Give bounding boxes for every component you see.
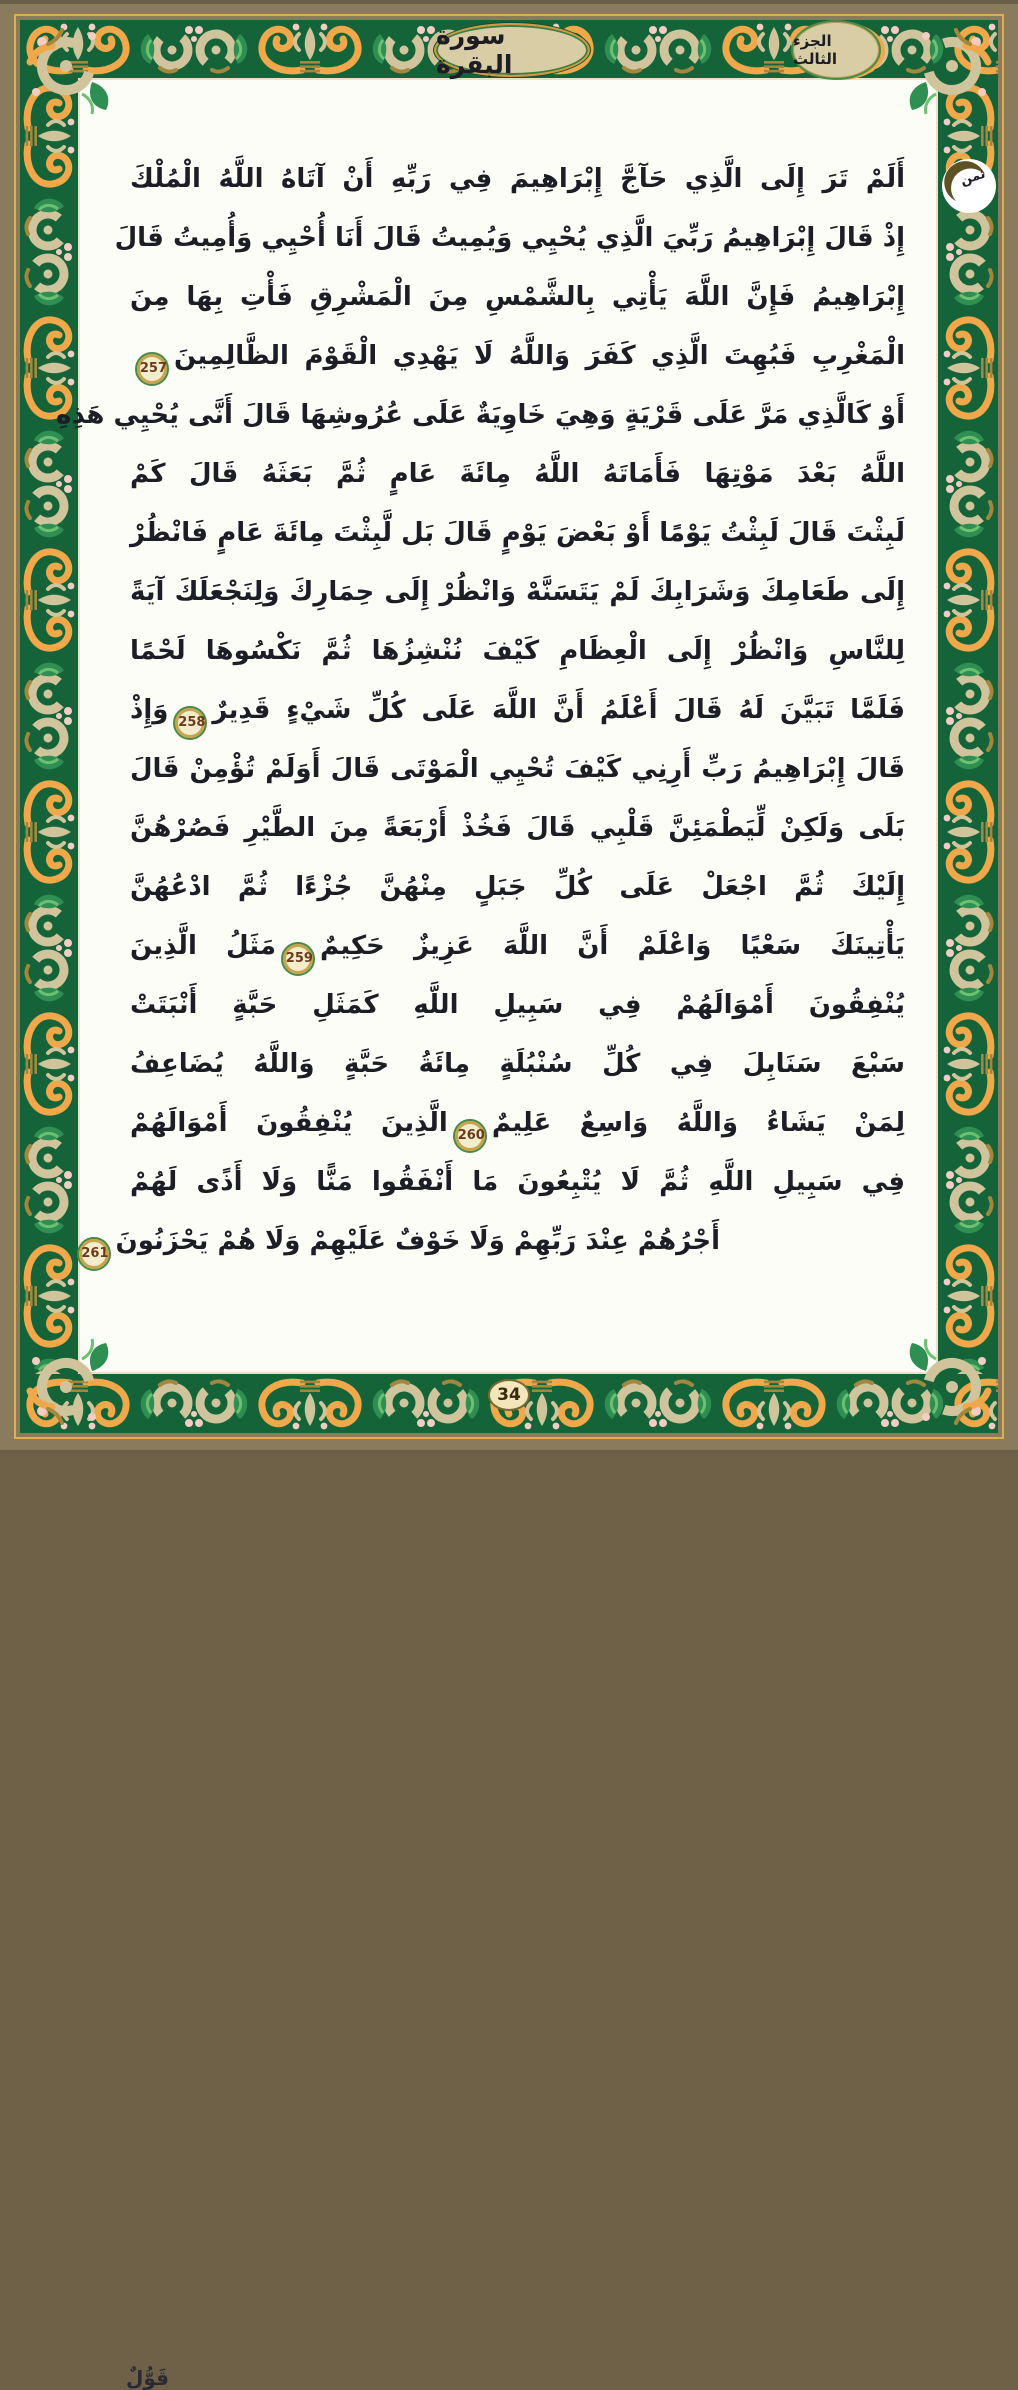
hizb-eighth-medallion <box>941 158 997 214</box>
ayah-text: لَبِثْتَ قَالَ لَبِثْتُ يَوْمًا أَوْ بَعْضَ يَوْمٍ قَالَ بَل لَّبِثْتَ مِائَةَ عَامٍ فَانْظُرْ <box>130 518 905 548</box>
quran-line-12 <box>130 799 905 858</box>
quran-line-17 <box>130 1094 905 1153</box>
quran-line-1 <box>130 150 905 209</box>
ayah-text: إِلَى طَعَامِكَ وَشَرَابِكَ لَمْ يَتَسَنَّهْ وَانْظُرْ إِلَى حِمَارِكَ وَلِنَجْعَلَكَ آيَةً <box>130 577 905 607</box>
ayah-text: اللَّهُ بَعْدَ مَوْتِهَا فَأَمَاتَهُ اللَّهُ مِائَةَ عَامٍ ثُمَّ بَعَثَهُ قَالَ كَمْ <box>130 459 905 489</box>
quran-line-5 <box>56 386 905 445</box>
quran-line-16 <box>130 1035 905 1094</box>
quran-line-7 <box>130 504 905 563</box>
ayah-text: لِلنَّاسِ وَانْظُرْ إِلَى الْعِظَامِ كَيْفَ نُنْشِزُهَا ثُمَّ نَكْسُوهَا لَحْمًا <box>130 636 905 666</box>
ayah-text: إِبْرَاهِيمُ فَإِنَّ اللَّهَ يَأْتِي بِالشَّمْسِ مِنَ الْمَشْرِقِ فَأْتِ بِهَا مِنَ <box>130 282 905 312</box>
ayah-text: أَجْرُهُمْ عِنْدَ رَبِّهِمْ وَلَا خَوْفٌ عَلَيْهِمْ وَلَا هُمْ يَحْزَنُونَ <box>115 1226 720 1256</box>
ayah-number-badge: 257 <box>135 352 169 386</box>
ayah-text: فَلَمَّا تَبَيَّنَ لَهُ قَالَ أَعْلَمُ أَنَّ اللَّهَ عَلَى كُلِّ شَيْءٍ قَدِيرٌ <box>212 695 905 725</box>
quran-line-6 <box>130 445 905 504</box>
ayah-text: لِمَنْ يَشَاءُ وَاللَّهُ وَاسِعٌ عَلِيمٌ <box>491 1108 905 1138</box>
quran-line-2 <box>114 209 905 268</box>
ayah-text: قَالَ إِبْرَاهِيمُ رَبِّ أَرِنِي كَيْفَ تُحْيِي الْمَوْتَى قَالَ أَوَلَمْ تُؤْمِنْ قَالَ <box>130 754 905 784</box>
ayah-text: الَّذِينَ يُنْفِقُونَ أَمْوَالَهُمْ <box>130 1108 448 1138</box>
ayah-text: مَثَلُ الَّذِينَ <box>130 931 276 961</box>
ayah-text: أَوْ كَالَّذِي مَرَّ عَلَى قَرْيَةٍ وَهِيَ خَاوِيَةٌ عَلَى عُرُوشِهَا قَالَ أَنَّى يُحْيِي هَذِهِ <box>56 400 905 430</box>
quran-line-8 <box>130 563 905 622</box>
ayah-text: يُنْفِقُونَ أَمْوَالَهُمْ فِي سَبِيلِ اللَّهِ كَمَثَلِ حَبَّةٍ أَنْبَتَتْ <box>130 990 905 1020</box>
catchword: قَوُّلٌ <box>126 2366 169 2390</box>
ayah-text: الْمَغْرِبِ فَبُهِتَ الَّذِي كَفَرَ وَاللَّهُ لَا يَهْدِي الْقَوْمَ الظَّالِمِينَ <box>174 341 905 371</box>
ayah-text: أَلَمْ تَرَ إِلَى الَّذِي حَآجَّ إِبْرَاهِيمَ فِي رَبِّهِ أَنْ آتَاهُ اللَّهُ الْمُلْكَ <box>130 164 905 194</box>
quran-line-18 <box>130 1153 905 1212</box>
juz-cartouche <box>791 20 881 80</box>
corner-ornament-bottom-right <box>901 1336 996 1431</box>
quran-line-13 <box>130 858 905 917</box>
hizb-marker-label: ثمن <box>958 166 988 189</box>
ayah-text: وَإِذْ <box>130 695 169 725</box>
ayah-number-badge: 261 <box>77 1237 111 1271</box>
corner-ornament-bottom-left <box>22 1336 117 1431</box>
quran-line-14 <box>130 917 905 976</box>
page-number-badge <box>488 1379 530 1411</box>
quran-line-4 <box>130 327 905 386</box>
ayah-text: فِي سَبِيلِ اللَّهِ ثُمَّ لَا يُتْبِعُونَ مَا أَنْفَقُوا مَنًّا وَلَا أَذًى لَهُمْ <box>130 1167 905 1197</box>
ayah-text: سَبْعَ سَنَابِلَ فِي كُلِّ سُنْبُلَةٍ مِائَةُ حَبَّةٍ وَاللَّهُ يُضَاعِفُ <box>130 1049 905 1079</box>
quran-line-10 <box>130 681 905 740</box>
quran-line-3 <box>130 268 905 327</box>
ayah-number-badge: 259 <box>281 942 315 976</box>
quran-line-9 <box>130 622 905 681</box>
surah-title-cartouche <box>434 23 590 77</box>
quran-text-body <box>56 150 905 1271</box>
ayah-text: يَأْتِينَكَ سَعْيًا وَاعْلَمْ أَنَّ اللَّهَ عَزِيزٌ حَكِيمٌ <box>319 931 905 961</box>
quran-line-11 <box>130 740 905 799</box>
ayah-number-badge: 260 <box>453 1119 487 1153</box>
page-number: 34 <box>497 1385 521 1405</box>
ayah-text: إِلَيْكَ ثُمَّ اجْعَلْ عَلَى كُلِّ جَبَلٍ مِنْهُنَّ جُزْءًا ثُمَّ ادْعُهُنَّ <box>130 872 905 902</box>
juz-label: الجزء الثالث <box>793 32 838 68</box>
surah-title: سورة البقرة <box>436 21 513 79</box>
ayah-text: إِذْ قَالَ إِبْرَاهِيمُ رَبِّيَ الَّذِي يُحْيِي وَيُمِيتُ قَالَ أَنَا أُحْيِي وَأُمِيتُ قَالَ <box>114 223 905 253</box>
border-ornament-left <box>20 78 78 1374</box>
corner-ornament-top-right <box>901 22 996 117</box>
border-ornament-right <box>940 78 998 1374</box>
ayah-text: بَلَى وَلَكِنْ لِّيَطْمَئِنَّ قَلْبِي قَالَ فَخُذْ أَرْبَعَةً مِنَ الطَّيْرِ فَصُرْهُنَّ <box>130 813 905 843</box>
corner-ornament-top-left <box>22 22 117 117</box>
quran-line-15 <box>130 976 905 1035</box>
ayah-number-badge: 258 <box>173 706 207 740</box>
